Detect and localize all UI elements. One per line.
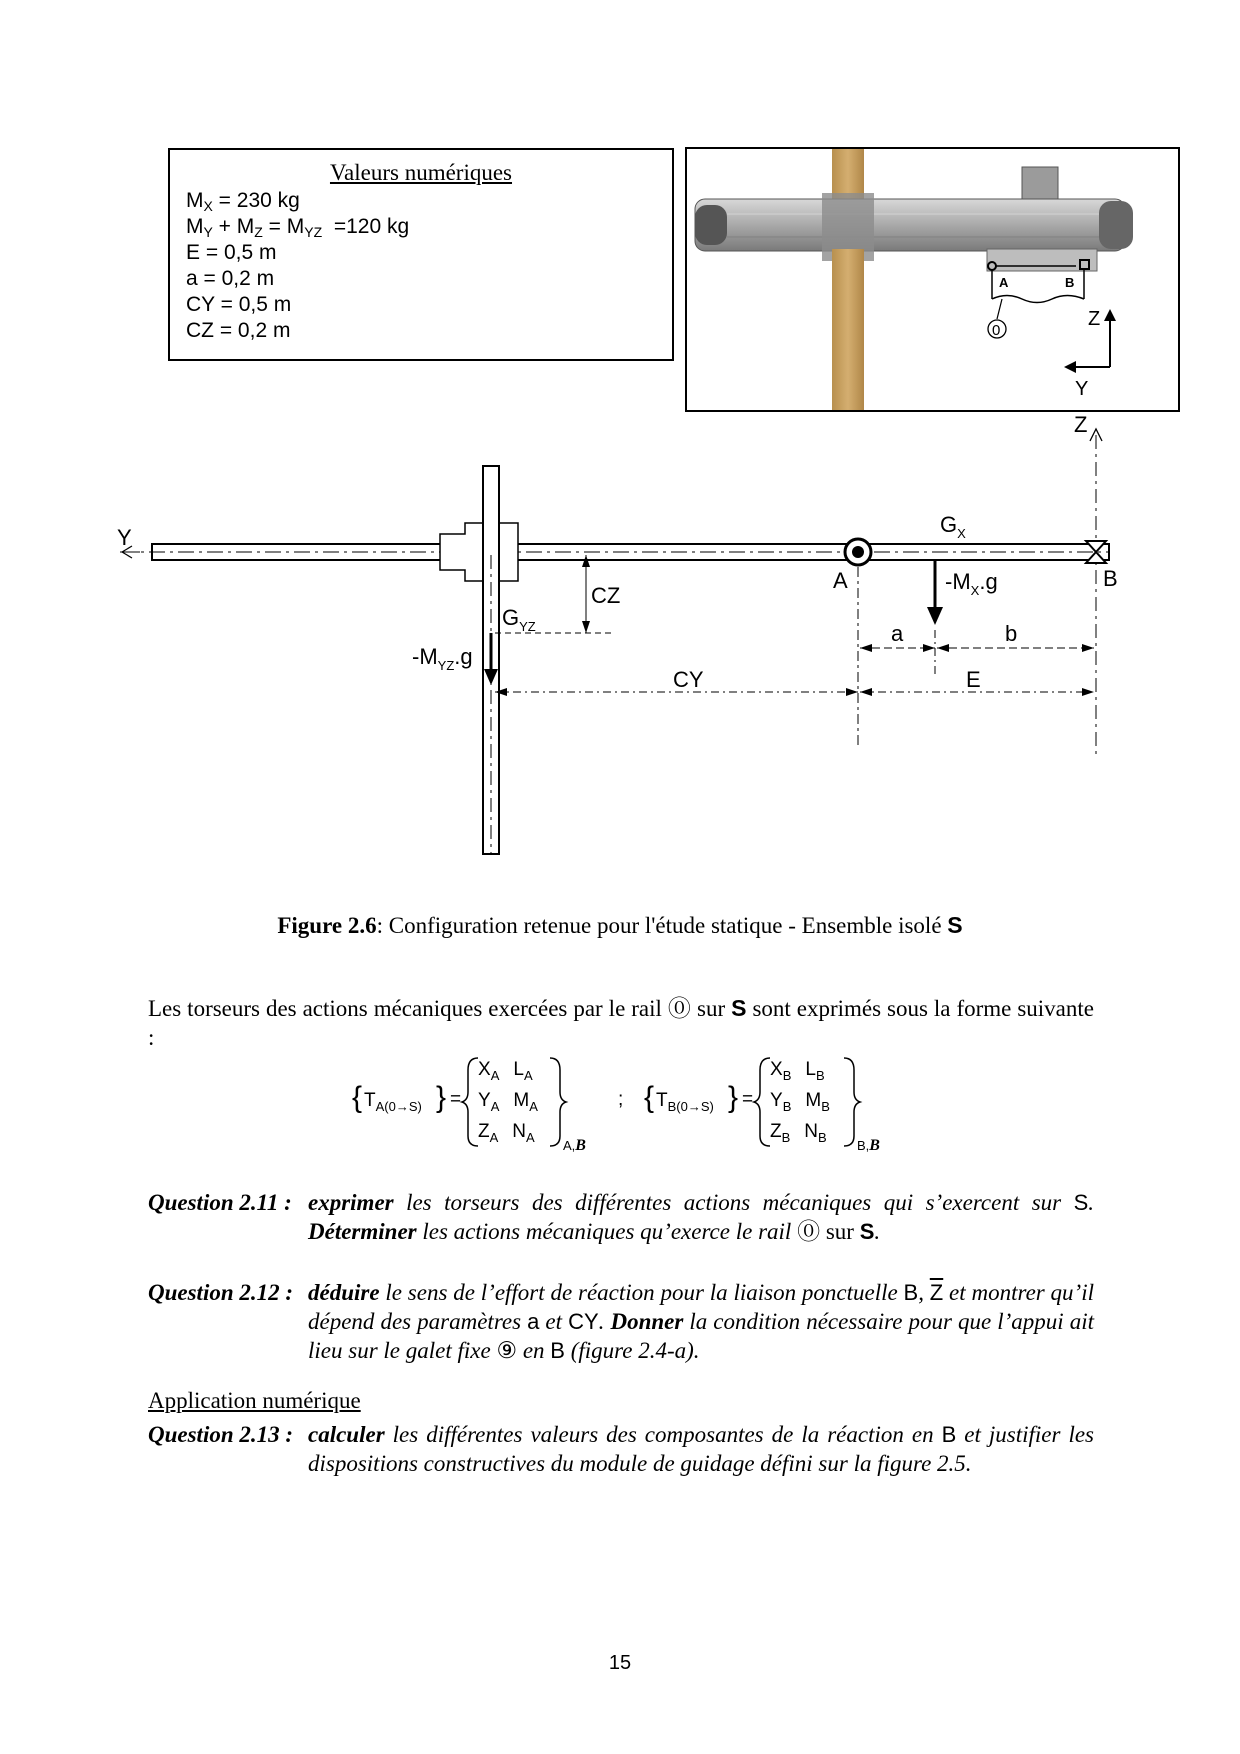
question-label: Question 2.13 :: [148, 1422, 294, 1447]
question-label: Question 2.11 :: [148, 1190, 292, 1215]
carriage-housing: [440, 523, 518, 581]
torsor-b-equals: =: [742, 1089, 754, 1110]
intro-paragraph: Les torseurs des actions mécaniques exercées par le rail ⓪ sur S sont exprimés sous la forme suivante :: [148, 995, 1094, 1050]
question-2-11: [148, 1188, 1094, 1248]
rail-profile: [695, 199, 1125, 251]
values-title: Valeurs numériques: [329, 160, 513, 185]
point-b-label: B: [1103, 566, 1118, 591]
question-text: déduire le sens de l’effort de réaction pour la liaison ponctuelle B, $\overline{Z}$ et montrer qu’il dépend des paramètres a et CY. Donner la condition nécessaire pour que l’appui ait lieu sur le galet fixe ⑨ en B (figure 2.4-a).: [308, 1280, 1095, 1363]
dim-cy-label: CY: [673, 667, 704, 692]
torsor-a-basis: A,B: [563, 1137, 586, 1154]
photo-rail-number: 0: [992, 322, 1001, 339]
svg-text:}: }: [728, 1081, 739, 1114]
gx-label: $G_X$: [940, 512, 966, 541]
dim-b-label: b: [1005, 621, 1018, 646]
torsor-b-name: $T_{B(0\to S)}$: [656, 1090, 714, 1114]
photo-label-b: B: [1065, 275, 1075, 290]
value-mx: $M_X = 230$ kg: [186, 189, 300, 214]
question-text: exprimer les torseurs des différentes actions mécaniques qui s’exercent sur S. Déterminer les actions mécaniques qu’exerce le rail ⓪ sur S.: [308, 1190, 1094, 1244]
question-2-12: [148, 1278, 1094, 1368]
cz-label: CZ: [591, 583, 621, 608]
torsor-b-row3: $Z_B$ $N_B$: [770, 1121, 827, 1145]
weight-x-arrowhead-icon: [927, 607, 943, 625]
module-photo: [685, 147, 1180, 412]
rail-end-left: [695, 205, 727, 245]
vector-z: $\overline{Z}$: [929, 1280, 944, 1305]
figure-caption: Figure 2.6: Configuration retenue pour l'étude statique - Ensemble isolé S: [277, 912, 963, 938]
value-e: E = 0,5 m: [186, 241, 277, 264]
photo-axis-z-label: Z: [1088, 308, 1101, 330]
torsor-separator: ;: [618, 1089, 624, 1110]
svg-text:}: }: [436, 1081, 447, 1114]
torsor-b-basis: B,B: [857, 1137, 880, 1154]
question-label: Question 2.12 :: [148, 1280, 294, 1305]
point-a-label: A: [833, 568, 848, 593]
weight-yz-label: $-M_{YZ}.g$: [412, 644, 473, 673]
module-photo-drawing: [687, 149, 1180, 412]
value-myz: $M_Y + M_Z = M_{YZ} =120$ kg: [186, 215, 410, 240]
dim-a-label: a: [891, 621, 904, 646]
motor-block: [1022, 167, 1058, 201]
value-a: a = 0,2 m: [186, 267, 275, 290]
torsor-b-row2: $Y_B$ $M_B$: [770, 1090, 830, 1114]
weight-x-label: $-M_X.g$: [945, 569, 998, 598]
axis-y-label: Y: [117, 525, 132, 550]
photo-axis-y-label: Y: [1075, 378, 1089, 400]
value-cz: CZ = 0,2 m: [186, 319, 291, 342]
torsor-expressions: [350, 1050, 910, 1160]
rail-end-right: [1099, 201, 1133, 249]
photo-label-a: A: [999, 275, 1009, 290]
question-text: calculer les différentes valeurs des composantes de la réaction en B et justifier les dispositions constructives du module de guidage défini sur la figure 2.5.: [308, 1422, 1094, 1476]
torsor-a-row1: $X_A$ $L_A$: [478, 1059, 533, 1083]
axis-z-label: Z: [1074, 415, 1088, 437]
gyz-label: $G_{YZ}$: [502, 605, 536, 634]
page-number: 15: [608, 1652, 632, 1674]
torsor-a-name: $T_{A(0\to S)}$: [364, 1090, 422, 1114]
rail-cut-line: [992, 296, 1084, 303]
torsor-a-row2: $Y_A$ $M_A$: [478, 1090, 538, 1114]
dim-e-label: E: [966, 667, 981, 692]
torsor-a-row3: $Z_A$ $N_A$: [478, 1121, 535, 1145]
torsor-b-brace-left: {: [644, 1081, 655, 1114]
value-cy: CY = 0,5 m: [186, 293, 292, 316]
torsor-a-equals: =: [450, 1089, 462, 1110]
numeric-values-box: [168, 148, 674, 361]
static-diagram: [0, 415, 1240, 905]
application-heading: Application numérique: [148, 1388, 361, 1413]
torsor-b-row1: $X_B$ $L_B$: [770, 1059, 825, 1083]
question-2-13: [148, 1420, 1094, 1510]
torsor-a-brace-left: {: [352, 1081, 363, 1114]
